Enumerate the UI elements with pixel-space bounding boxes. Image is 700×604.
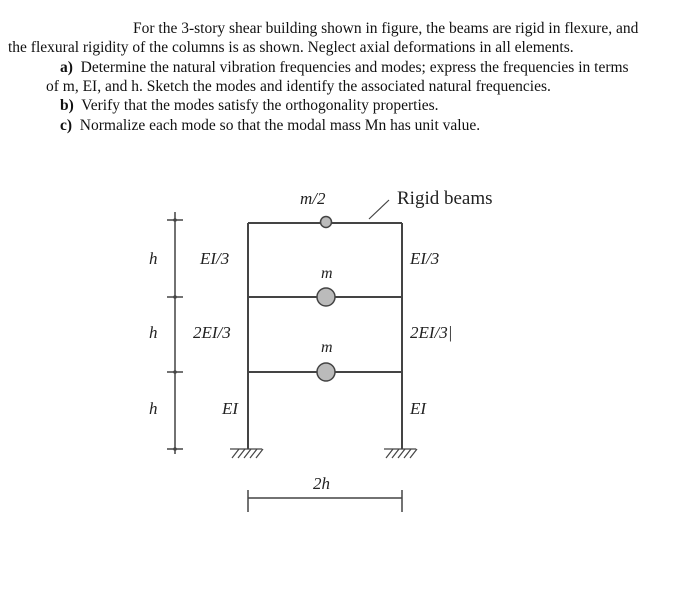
width-dimension	[248, 490, 402, 512]
part-a-line-2: of m, EI, and h. Sketch the modes and identify the associated natural frequencies.	[46, 78, 551, 95]
story-height-top: h	[149, 249, 158, 268]
right-column-bottom-rigidity: EI	[410, 399, 427, 418]
intro-line-1: For the 3-story shear building shown in figure, the beams are rigid in flexure, and	[133, 20, 639, 37]
part-c-text: Normalize each mode so that the modal mass Mn has unit value.	[79, 117, 481, 134]
right-support-hatch	[384, 449, 417, 458]
top-mass-dot	[321, 217, 332, 228]
part-c-label: c)	[60, 117, 73, 134]
rigid-beams-label: Rigid beams	[397, 188, 493, 209]
story-height-bottom: h	[149, 399, 158, 418]
low-mass-label: m	[321, 339, 333, 356]
story-height-mid: h	[149, 323, 158, 342]
mid-mass-dot	[317, 288, 335, 306]
left-column-mid-rigidity: 2EI/3	[193, 323, 231, 342]
left-support-hatch	[230, 449, 263, 458]
intro-line-2: the flexural rigidity of the columns is as shown. Neglect axial deformations in all elements.	[8, 39, 574, 56]
rigid-beams-pointer	[369, 200, 389, 219]
part-b-text: Verify that the modes satisfy the orthogonality properties.	[81, 97, 439, 114]
height-dimension	[167, 212, 183, 454]
bay-width-label: 2h	[313, 474, 330, 493]
top-mass-label: m/2	[300, 189, 326, 208]
right-column-mid-rigidity: 2EI/3|	[410, 323, 453, 342]
part-a-text-1: Determine the natural vibration frequencies and modes; express the frequencies in terms	[80, 59, 629, 76]
mid-mass-label: m	[321, 265, 333, 282]
low-mass-dot	[317, 363, 335, 381]
part-a-label: a)	[60, 59, 73, 76]
part-b-label: b)	[60, 97, 74, 114]
right-column-top-rigidity: EI/3	[410, 249, 440, 268]
left-column-bottom-rigidity: EI	[222, 399, 239, 418]
left-column-top-rigidity: EI/3	[200, 249, 230, 268]
